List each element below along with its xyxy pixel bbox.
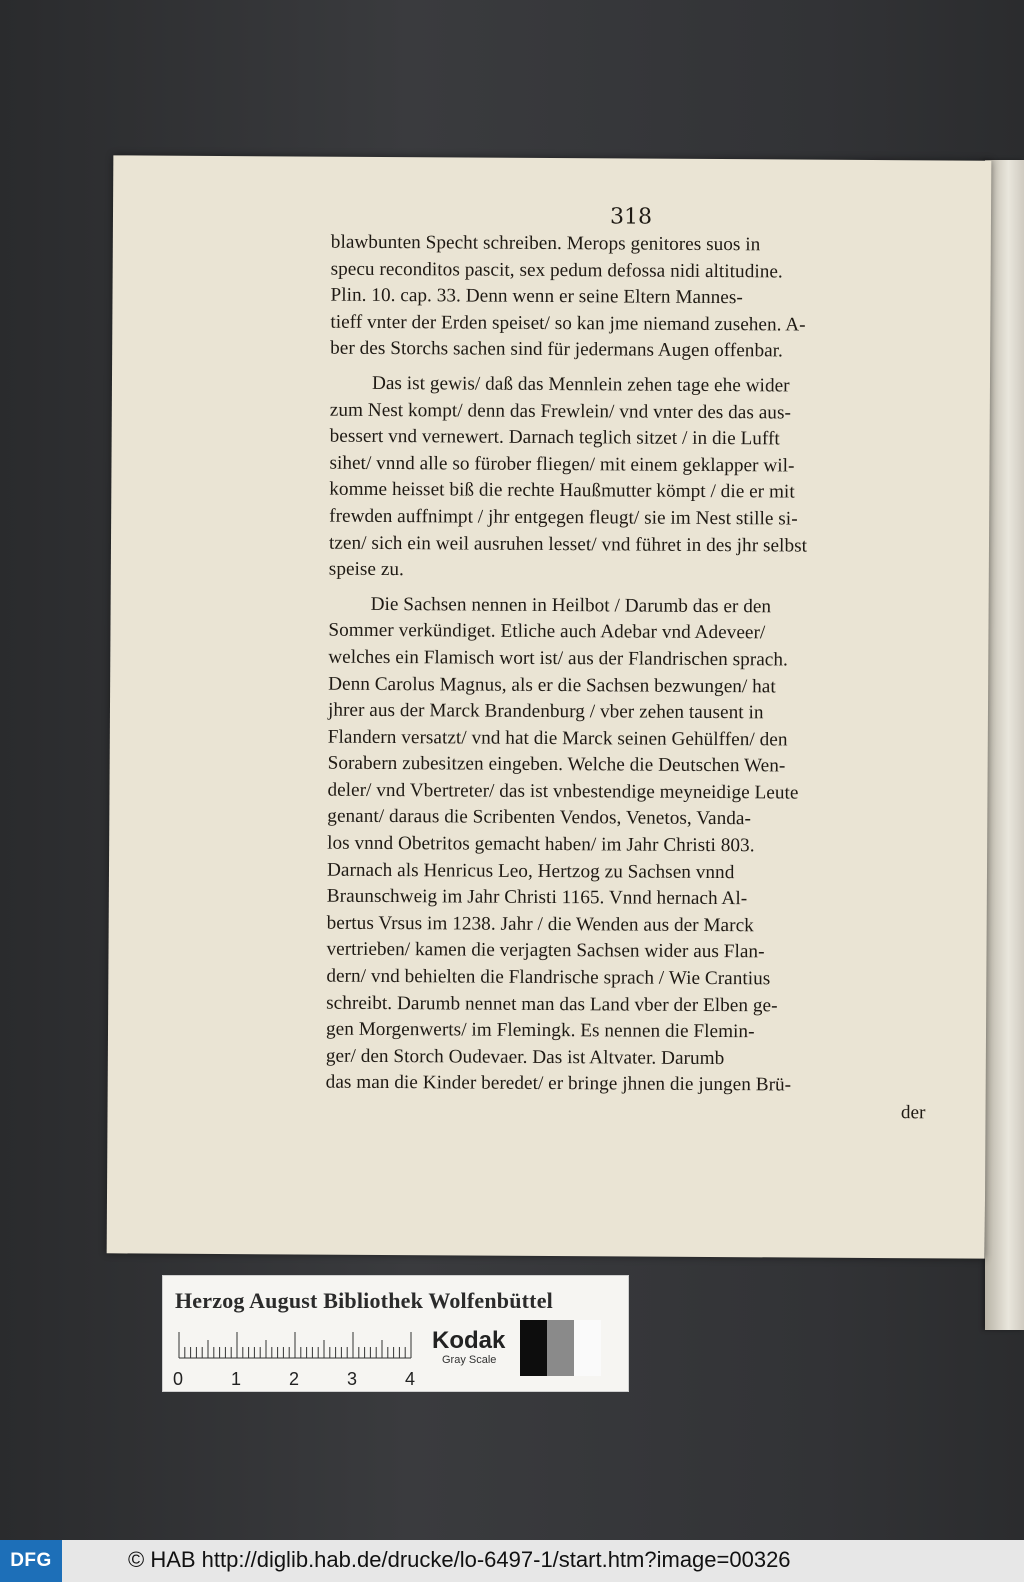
text-line: bertus Vrsus im 1238. Jahr / die Wenden aus der Marck xyxy=(326,912,754,937)
text-lines xyxy=(325,230,930,1127)
page-number: 318 xyxy=(609,204,653,230)
text-line: speise zu. xyxy=(328,558,405,581)
text-line: Plin. 10. cap. 33. Denn wenn er seine Eltern Mannes- xyxy=(330,284,743,309)
ruler-label: 1 xyxy=(231,1369,242,1389)
text-line: genant/ daraus die Scribenten Vendos, Venetos, Vanda- xyxy=(327,806,751,830)
book-edge xyxy=(985,160,1024,1330)
text-line: Sorabern zubesitzen eingeben. Welche die Deutschen Wen- xyxy=(327,752,786,777)
book-page xyxy=(107,155,992,1258)
text-line: jhrer aus der Marck Brandenburg / vber zehen tausent in xyxy=(327,699,764,724)
text-line: gen Morgenwerts/ im Flemingk. Es nennen die Flemin- xyxy=(325,1018,755,1043)
text-line: das man die Kinder beredet/ er bringe jhnen die jungen Brü- xyxy=(325,1072,792,1096)
gray-swatch xyxy=(520,1320,547,1376)
text-line: deler/ vnd Vbertreter/ das ist vnbestendige meyneidige Leute xyxy=(327,779,799,804)
library-name: Herzog August Bibliothek Wolfenbüttel xyxy=(175,1288,553,1313)
text-line: blawbunten Specht schreiben. Merops genitores suos in xyxy=(330,231,761,256)
text-line: Sommer verkündiget. Etliche auch Adebar vnd Adeveer/ xyxy=(328,619,766,644)
text-line: specu reconditos pascit, sex pedum defossa nidi altitudine. xyxy=(330,258,783,283)
text-line: los vnnd Obetritos gemacht haben/ im Jahr Christi 803. xyxy=(327,832,755,857)
text-line: Darnach als Henricus Leo, Hertzog zu Sachsen vnnd xyxy=(326,859,735,883)
text-line: tieff vnter der Erden speiset/ so kan jme niemand zusehen. A- xyxy=(330,311,806,336)
text-line: Denn Carolus Magnus, als er die Sachsen bezwungen/ hat xyxy=(328,673,776,697)
ruler-label: 4 xyxy=(405,1369,416,1389)
footer-bar xyxy=(0,1540,1024,1582)
text-line: Die Sachsen nennen in Heilbot / Darumb das er den xyxy=(370,593,772,618)
copyright-notice: © HAB http://diglib.hab.de/drucke/lo-6497-1/start.htm?image=00326 xyxy=(128,1547,791,1572)
library-color-card xyxy=(162,1275,629,1392)
text-line: Flandern versatzt/ vnd hat die Marck seinen Gehülffen/ den xyxy=(327,726,788,751)
text-line: welches ein Flamisch wort ist/ aus der Flandrischen sprach. xyxy=(328,646,788,671)
text-line: dern/ vnd behielten die Flandrische sprach / Wie Crantius xyxy=(326,965,771,990)
gray-scale-label: Gray Scale xyxy=(442,1354,497,1366)
text-line: schreibt. Darumb nennet man das Land vber der Elben ge- xyxy=(326,992,778,1017)
text-line: tzen/ sich ein weil ausruhen lesset/ vnd führet in des jhr selbst xyxy=(328,532,808,557)
ruler-scale xyxy=(177,1330,413,1360)
text-line: frewden auffnimpt / jhr entgegen fleugt/ sie im Nest stille si- xyxy=(329,505,798,530)
text-line: komme heisset biß die rechte Haußmutter kömpt / die er mit xyxy=(329,478,795,503)
text-line: ber des Storchs sachen sind für jedermans Augen offenbar. xyxy=(330,338,783,362)
text-line: Das ist gewis/ daß das Mennlein zehen tage ehe wider xyxy=(371,372,790,397)
dfg-logo: DFG xyxy=(0,1540,62,1582)
kodak-logo: Kodak xyxy=(432,1327,506,1354)
text-line: Braunschweig im Jahr Christi 1165. Vnnd hernach Al- xyxy=(326,885,748,910)
gray-swatch xyxy=(574,1320,601,1376)
page-text-block xyxy=(325,203,931,1127)
text-line: ger/ den Storch Oudevaer. Das ist Altvater. Darumb xyxy=(325,1045,725,1069)
ruler-label: 2 xyxy=(289,1369,300,1389)
text-line: vertrieben/ kamen die verjagten Sachsen wider aus Flan- xyxy=(326,939,765,963)
text-line: sihet/ vnnd alle so fürober fliegen/ mit einem geklapper wil- xyxy=(329,452,795,477)
text-line: zum Nest kompt/ denn das Frewlein/ vnd vnter des das aus- xyxy=(329,399,792,424)
text-line: bessert vnd vernewert. Darnach teglich sitzet / in die Lufft xyxy=(329,425,780,450)
gray-swatch xyxy=(547,1320,574,1376)
ruler-label: 3 xyxy=(347,1369,358,1389)
ruler-label: 0 xyxy=(173,1369,184,1389)
text-line: der xyxy=(900,1102,926,1124)
